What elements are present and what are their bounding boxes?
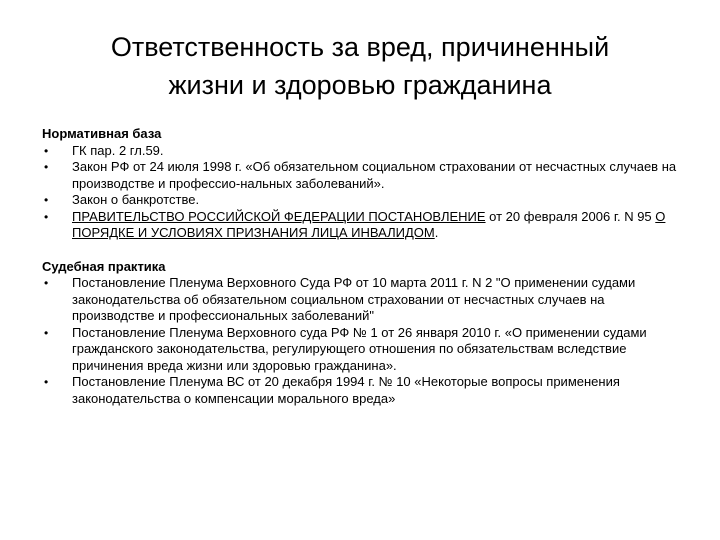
- section-heading-normative: Нормативная база: [42, 126, 162, 141]
- list-item-text: [72, 209, 665, 241]
- section-normative-base: [42, 126, 690, 242]
- judicial-list: [42, 275, 690, 407]
- list-item-text: ГК пар. 2 гл.59.: [72, 142, 164, 158]
- list-item-text: Закон о банкротстве.: [72, 192, 200, 207]
- slide-title: [40, 28, 680, 104]
- bullet-icon: •: [44, 160, 49, 174]
- list-item: [42, 374, 690, 407]
- section-heading-judicial: Судебная практика: [42, 258, 166, 274]
- list-item: [42, 275, 690, 325]
- list-item: [42, 143, 690, 160]
- list-item-text: Постановление Пленума Верховного Суда РФ от 10 марта 2011 г. N 2 "О применении судами законодательства об обязательном социальном страховании от несчастных случаев на производстве и профессиональных заболеваний": [72, 275, 636, 323]
- normative-list: [42, 143, 690, 242]
- list-item: [42, 325, 690, 375]
- title-line-1: Ответственность за вред, причиненный: [110, 32, 610, 62]
- list-item-text: Закон РФ от 24 июля 1998 г. «Об обязательном социальном страховании от несчастных случаев на производстве и профессио-нальных заболеваний».: [72, 159, 677, 191]
- bullet-icon: •: [44, 325, 49, 340]
- decree-title-link[interactable]: О ПОРЯДКЕ И УСЛОВИЯХ ПРИЗНАНИЯ ЛИЦА ИНВАЛИДОМ: [72, 208, 666, 240]
- section-judicial-practice: [42, 259, 690, 408]
- bullet-icon: •: [44, 143, 49, 158]
- bullet-icon: •: [44, 276, 49, 290]
- decree-link[interactable]: ПРАВИТЕЛЬСТВО РОССИЙСКОЙ ФЕДЕРАЦИИ ПОСТАНОВЛЕНИЕ: [72, 208, 486, 224]
- bullet-icon: •: [44, 209, 49, 224]
- list-item: [42, 192, 690, 209]
- slide-content: [42, 126, 690, 424]
- bullet-icon: •: [44, 193, 49, 207]
- decree-end: .: [434, 225, 439, 240]
- bullet-icon: •: [44, 375, 49, 389]
- list-item: [42, 159, 690, 192]
- list-item-text: Постановление Пленума Верховного суда РФ № 1 от 26 января 2010 г. «О применении судами гражданского законодательства, регулирующего отношения по обязательствам вследствие причинения вреда жизни или здоровью гражданина».: [72, 324, 647, 373]
- title-line-2: жизни и здоровью гражданина: [168, 70, 552, 100]
- decree-date: от 20 февраля 2006 г. N 95: [485, 208, 656, 224]
- list-item: [42, 209, 690, 242]
- list-item-text: Постановление Пленума ВС от 20 декабря 1994 г. № 10 «Некоторые вопросы применения законодательства о компенсации морального вреда»: [72, 374, 620, 406]
